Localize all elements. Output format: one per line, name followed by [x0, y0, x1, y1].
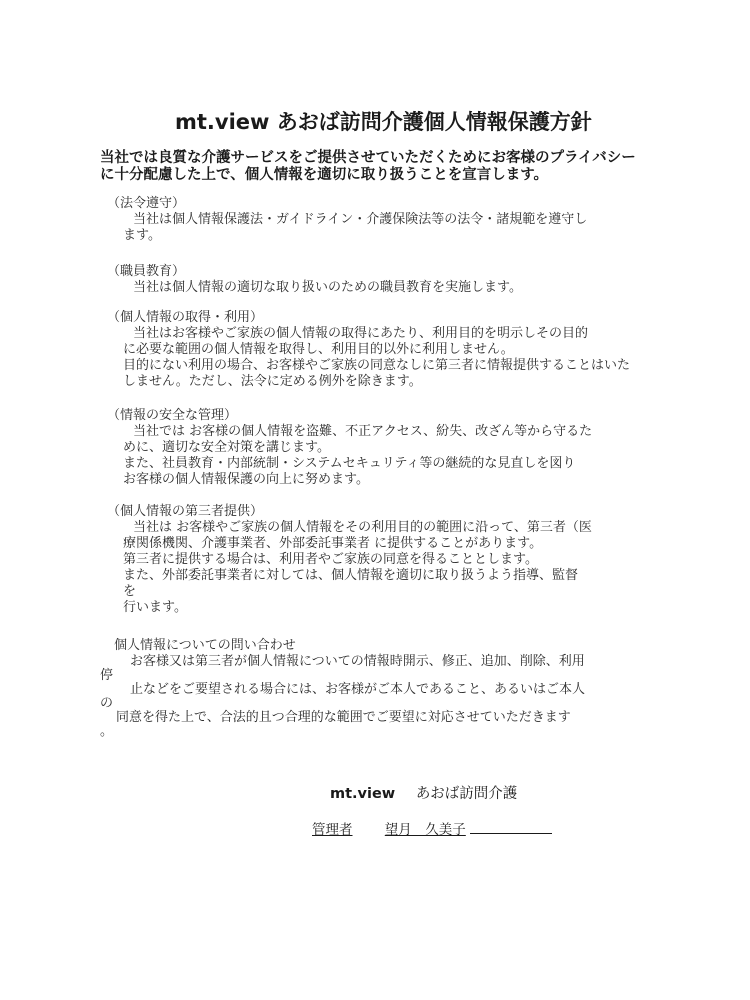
inquiry-margin-char: の: [100, 696, 114, 711]
section-third-party-provision: [107, 504, 592, 616]
manager-label: 管理者: [312, 822, 353, 838]
section-heading: （法令遵守）: [107, 196, 186, 211]
signature-underline: [470, 823, 552, 834]
section-line: 行います。: [123, 600, 187, 615]
inquiry-row: [100, 682, 586, 711]
section-line: また、外部委託事業者に対しては、個人情報を適切に取り扱うよう指導、監督: [123, 568, 579, 583]
section-line: 当社はお客様やご家族の個人情報の取得にあたり、利用目的を明示しその目的: [133, 326, 589, 341]
section-line: 当社では お客様の個人情報を盗難、不正アクセス、紛失、改ざん等から守るた: [133, 424, 593, 439]
section-heading: （個人情報の第三者提供）: [107, 504, 264, 519]
section-line: 当社は個人情報保護法・ガイドライン・介護保険法等の法令・諸規範を遵守し: [133, 212, 588, 227]
section-heading: 個人情報についての問い合わせ: [114, 638, 296, 653]
manager-name: 望月 久美子: [384, 822, 466, 838]
inquiry-margin-char: 停: [100, 668, 114, 683]
manager-line: [312, 818, 552, 838]
section-line: 当社は個人情報の適切な取り扱いのための職員教育を実施します。: [133, 280, 522, 295]
inquiry-row: [100, 654, 585, 683]
signature-block: [330, 782, 517, 803]
section-line: また、社員教育・内部統制・システムセキュリティ等の継続的な見直しを図り: [123, 456, 576, 471]
section-line: 療関係機関、介護事業者、外部委託事業者 に提供することがあります。: [123, 536, 543, 551]
inquiry-line: 同意を得た上で、合法的且つ合理的な範囲でご要望に対応させていただきます: [116, 710, 571, 725]
section-legal-compliance: [107, 196, 587, 244]
intro-line: 当社では良質な介護サービスをご提供させていただくためにお客様のプライバシー: [100, 150, 636, 166]
brand-name: mt.view: [330, 786, 396, 802]
section-inquiry: [100, 638, 586, 739]
section-heading: （情報の安全な管理）: [107, 408, 238, 423]
document-title: mt.view あおば訪問介護個人情報保護方針: [175, 110, 592, 134]
section-line: 当社は お客様やご家族の個人情報をその利用目的の範囲に沿って、第三者（医: [133, 520, 592, 535]
section-line: しません。ただし、法令に定める例外を除きます。: [123, 374, 422, 389]
section-secure-management: [107, 408, 592, 488]
office-name: あおば訪問介護: [415, 786, 518, 802]
section-line: に必要な範囲の個人情報を取得し、利用目的以外に利用しません。: [123, 342, 514, 357]
section-acquisition-use: [107, 310, 630, 390]
intro-line: に十分配慮した上で、個人情報を適切に取り扱うことを宣言します。: [100, 167, 549, 183]
section-line: 第三者に提供する場合は、利用者やご家族の同意を得ることとします。: [123, 552, 538, 567]
section-line: ます。: [123, 228, 161, 243]
inquiry-line: お客様又は第三者が個人情報についての情報時開示、修正、追加、削除、利用: [130, 654, 585, 669]
section-line: を: [123, 584, 137, 599]
section-staff-education: [107, 264, 522, 296]
inquiry-margin-char: 。: [100, 724, 114, 739]
intro-paragraph: [100, 150, 700, 184]
inquiry-row: [100, 710, 571, 739]
section-line: 目的にない利用の場合、お客様やご家族の同意なしに第三者に情報提供することはいた: [123, 358, 631, 373]
inquiry-line: 止などをご要望される場合には、お客様がご本人であること、あるいはご本人: [130, 682, 586, 697]
section-heading: （個人情報の取得・利用）: [107, 310, 264, 325]
section-line: お客様の個人情報保護の向上に努めます。: [123, 472, 369, 487]
section-line: めに、適切な安全対策を講じます。: [123, 440, 330, 455]
section-heading: （職員教育）: [107, 264, 186, 279]
